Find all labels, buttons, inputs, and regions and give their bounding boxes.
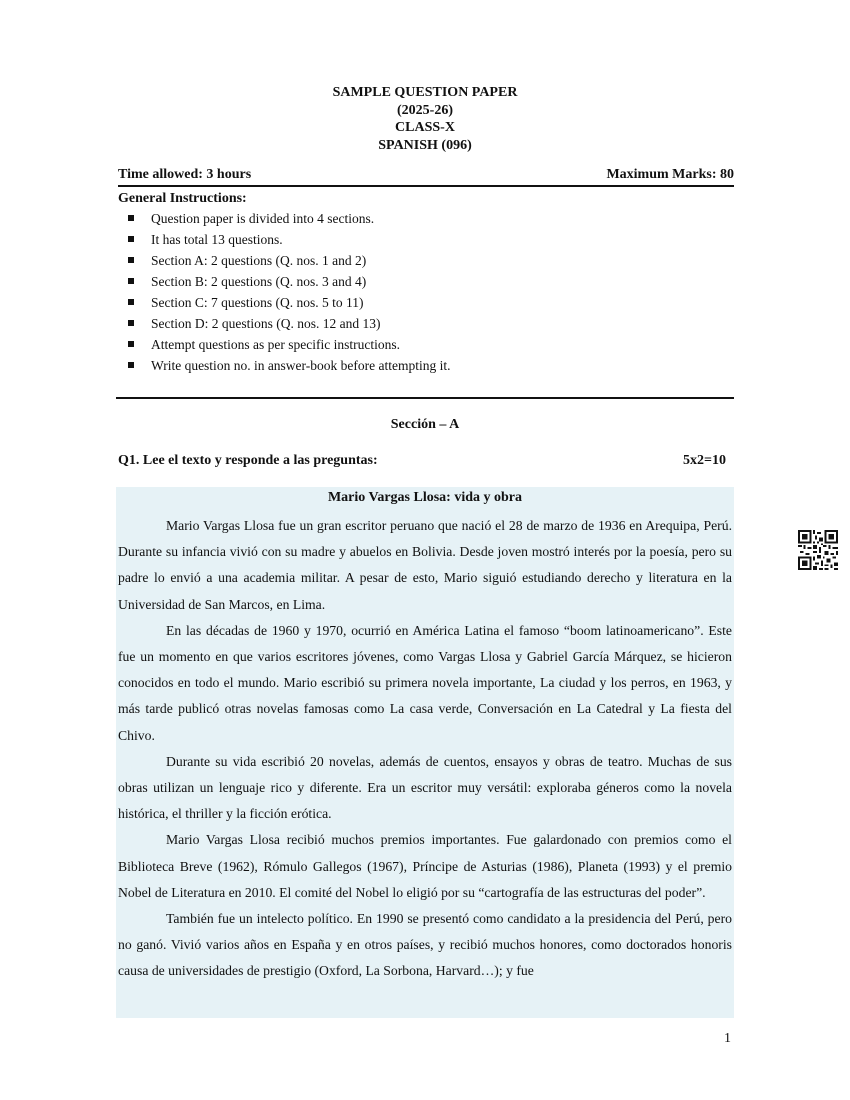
question-marks: 5x2=10 xyxy=(683,453,726,468)
square-bullet-icon xyxy=(128,215,134,221)
square-bullet-icon xyxy=(128,236,134,242)
meta-row xyxy=(118,166,734,187)
question-text: Q1. Lee el texto y responde a las preguntas: xyxy=(118,453,378,468)
instruction-text: Attempt questions as per specific instructions. xyxy=(151,337,400,352)
square-bullet-icon xyxy=(128,320,134,326)
instruction-text: Section A: 2 questions (Q. nos. 1 and 2) xyxy=(151,253,367,268)
paper-class: CLASS-X xyxy=(395,120,455,135)
time-allowed: Time allowed: 3 hours xyxy=(118,167,252,182)
page-number: 1 xyxy=(724,1031,731,1046)
paper-year: (2025-26) xyxy=(397,102,453,118)
passage-paragraph: Mario Vargas Llosa fue un gran escritor peruano que nació el 28 de marzo de 1936 en Arequipa, Perú. Durante su infancia vivió con su madre y abuelos en Bolivia. Desde joven mostró interés por la poesía, pero su padre lo envió a una academia militar. A pesar de esto, Mario siguió estudiando derecho y literatura en la Universidad de San Marcos, en Lima. xyxy=(118,518,732,612)
paper-title: SAMPLE QUESTION PAPER xyxy=(332,85,518,100)
instruction-item xyxy=(118,208,451,229)
instruction-text: Section D: 2 questions (Q. nos. 12 and 13) xyxy=(151,316,381,331)
passage-paragraph: Durante su vida escribió 20 novelas, además de cuentos, ensayos y obras de teatro. Muchas de sus obras utilizan un lenguaje rico y diferente. Era un escritor muy versátil: exploraba géneros como la novela histórica, el thriller y la ficción erótica. xyxy=(118,753,732,822)
question-row xyxy=(118,453,726,469)
instruction-item xyxy=(118,229,451,250)
section-divider xyxy=(116,397,734,399)
instruction-item xyxy=(118,271,451,292)
qr-code-icon xyxy=(798,530,838,570)
square-bullet-icon xyxy=(128,362,134,368)
passage-paragraph: También fue un intelecto político. En 1990 se presentó como candidato a la presidencia del Perú, pero no ganó. Vivió varios años en España y en otros países, y recibió muchos honores, como doctorados honoris causa de universidades de prestigio (Oxford, La Sorbona, Harvard…); y fue xyxy=(118,911,732,979)
passage-paragraph: Mario Vargas Llosa recibió muchos premios importantes. Fue galardonado con premios como el Biblioteca Breve (1962), Rómulo Gallegos (1967), Príncipe de Asturias (1986), Planeta (1993) y el premio Nobel de Literatura en 2010. El comité del Nobel lo eligió por su “cartografía de las estructuras del poder”. xyxy=(118,832,732,900)
instruction-text: Section B: 2 questions (Q. nos. 3 and 4) xyxy=(151,274,367,289)
square-bullet-icon xyxy=(128,299,134,305)
paper-header xyxy=(0,84,850,154)
passage-paragraph: En las décadas de 1960 y 1970, ocurrió en América Latina el famoso “boom latinoamericano”. Este fue un momento en que varios escritores jóvenes, como Vargas Llosa y Gabriel García Márquez, se hicieron conocidos en todo el mundo. Mario escribió su primera novela importante, La ciudad y los perros, en 1963, y más tarde publicó otras novelas famosas como La casa verde, Conversación en La Catedral y La fiesta del Chivo. xyxy=(118,622,732,743)
passage-title: Mario Vargas Llosa: vida y obra xyxy=(327,490,523,505)
reading-passage xyxy=(116,487,734,1018)
square-bullet-icon xyxy=(128,257,134,263)
instruction-item xyxy=(118,334,451,355)
instruction-text: It has total 13 questions. xyxy=(151,232,283,247)
instruction-item xyxy=(118,313,451,334)
instruction-item xyxy=(118,292,451,313)
maximum-marks: Maximum Marks: 80 xyxy=(606,167,734,182)
instruction-item xyxy=(118,355,451,376)
section-title: Sección – A xyxy=(390,417,460,432)
instruction-text: Section C: 7 questions (Q. nos. 5 to 11) xyxy=(151,295,364,310)
general-instructions-title: General Instructions: xyxy=(118,191,247,206)
general-instructions-list xyxy=(118,208,451,376)
instruction-text: Write question no. in answer-book before attempting it. xyxy=(151,358,451,373)
square-bullet-icon xyxy=(128,278,134,284)
square-bullet-icon xyxy=(128,341,134,347)
instruction-item xyxy=(118,250,451,271)
paper-subject: SPANISH (096) xyxy=(378,137,472,153)
instruction-text: Question paper is divided into 4 sections. xyxy=(151,211,375,226)
